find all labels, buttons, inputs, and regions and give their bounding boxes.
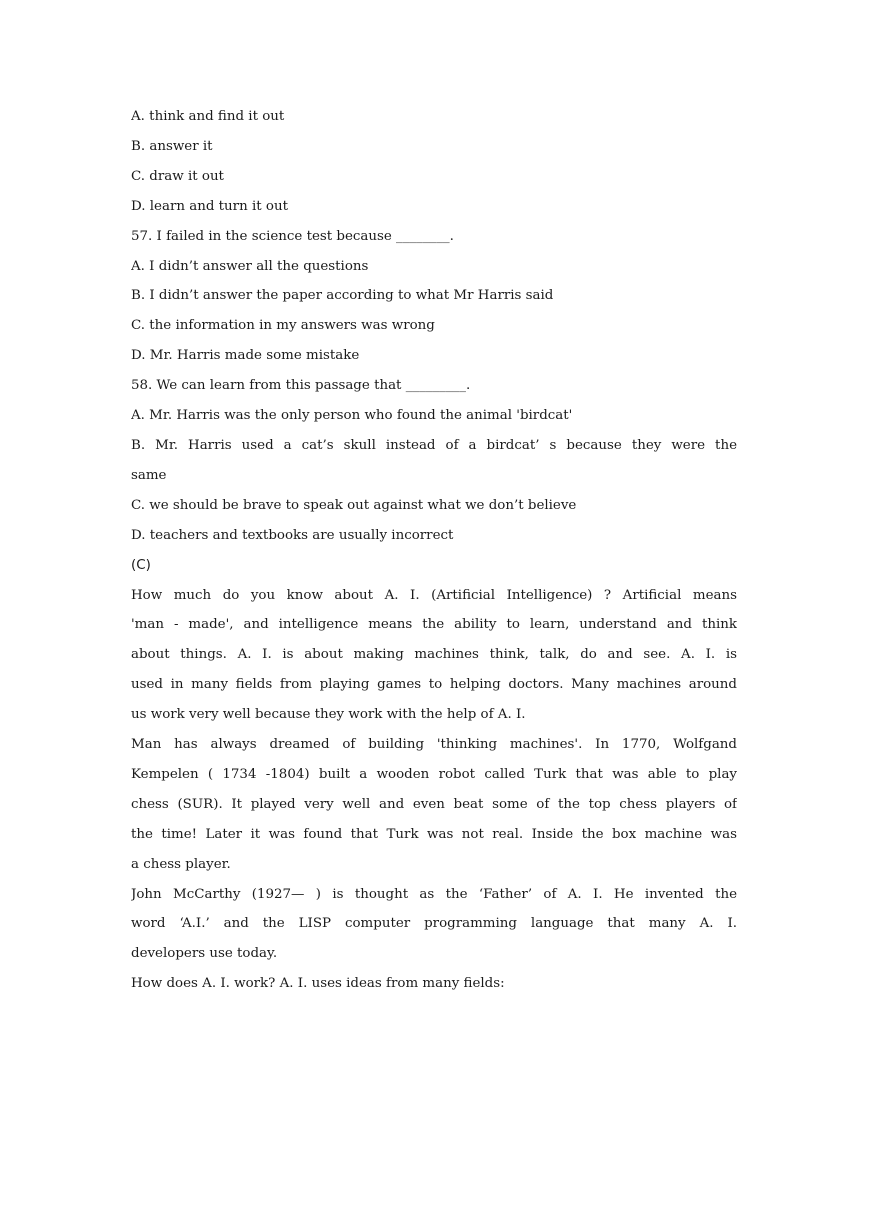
paragraph-line: used in many fields from playing games to helping doctors. Many machines around [131,677,737,693]
q57-option-b: B. I didn’t answer the paper according to what Mr Harris said [131,288,554,304]
q57-option-c: C. the information in my answers was wrong [131,318,435,334]
q57-option-a: A. I didn’t answer all the questions [131,258,369,274]
q56-option-c: C. draw it out [131,168,224,184]
paragraph-line: Man has always dreamed of building 'thinking machines'. In 1770, Wolfgand [131,737,737,753]
paragraph-line: John McCarthy (1927— ) is thought as the ‘Father’ of A. I. He invented the [131,886,737,902]
paragraph-line: word ‘A.I.’ and the LISP computer programming language that many A. I. [131,916,737,932]
q58-question: 58. We can learn from this passage that _________. [131,378,471,394]
paragraph-line: chess (SUR). It played very well and even beat some of the top chess players of [131,796,737,812]
q57-question: 57. I failed in the science test because ________. [131,228,454,244]
paragraph-line: us work very well because they work with the help of A. I. [131,707,526,723]
paragraph-line: 'man - made', and intelligence means the ability to learn, understand and think [131,617,737,633]
q56-option-a: A. think and find it out [131,109,285,124]
paragraph-line: about things. A. I. is about making machines think, talk, do and see. A. I. is [131,647,737,663]
q58-option-d: D. teachers and textbooks are usually incorrect [131,527,454,543]
q58-option-a: A. Mr. Harris was the only person who found the animal 'birdcat' [131,408,573,424]
paragraph-1 [131,581,737,731]
document-page [131,102,737,999]
paragraph-4: How does A. I. work? A. I. uses ideas from many fields: [131,976,505,992]
paragraph-line: a chess player. [131,856,231,872]
q58-option-b-line1: B. Mr. Harris used a cat’s skull instead of a birdcat’ s because they were the [131,437,737,453]
paragraph-line: developers use today. [131,946,278,962]
section-c-heading: (C) [131,557,151,573]
paragraph-line: Kempelen ( 1734 -1804) built a wooden robot called Turk that was able to play [131,766,737,782]
q56-option-d: D. learn and turn it out [131,198,288,214]
q58-option-b-line2: same [131,467,167,483]
q58-option-c: C. we should be brave to speak out against what we don’t believe [131,497,577,513]
q57-option-d: D. Mr. Harris made some mistake [131,348,360,364]
q56-option-b: B. answer it [131,138,213,154]
paragraph-line: the time! Later it was found that Turk was not real. Inside the box machine was [131,826,737,842]
paragraph-2 [131,730,737,880]
paragraph-line: How much do you know about A. I. (Artificial Intelligence) ? Artificial means [131,587,737,603]
paragraph-3 [131,880,737,970]
